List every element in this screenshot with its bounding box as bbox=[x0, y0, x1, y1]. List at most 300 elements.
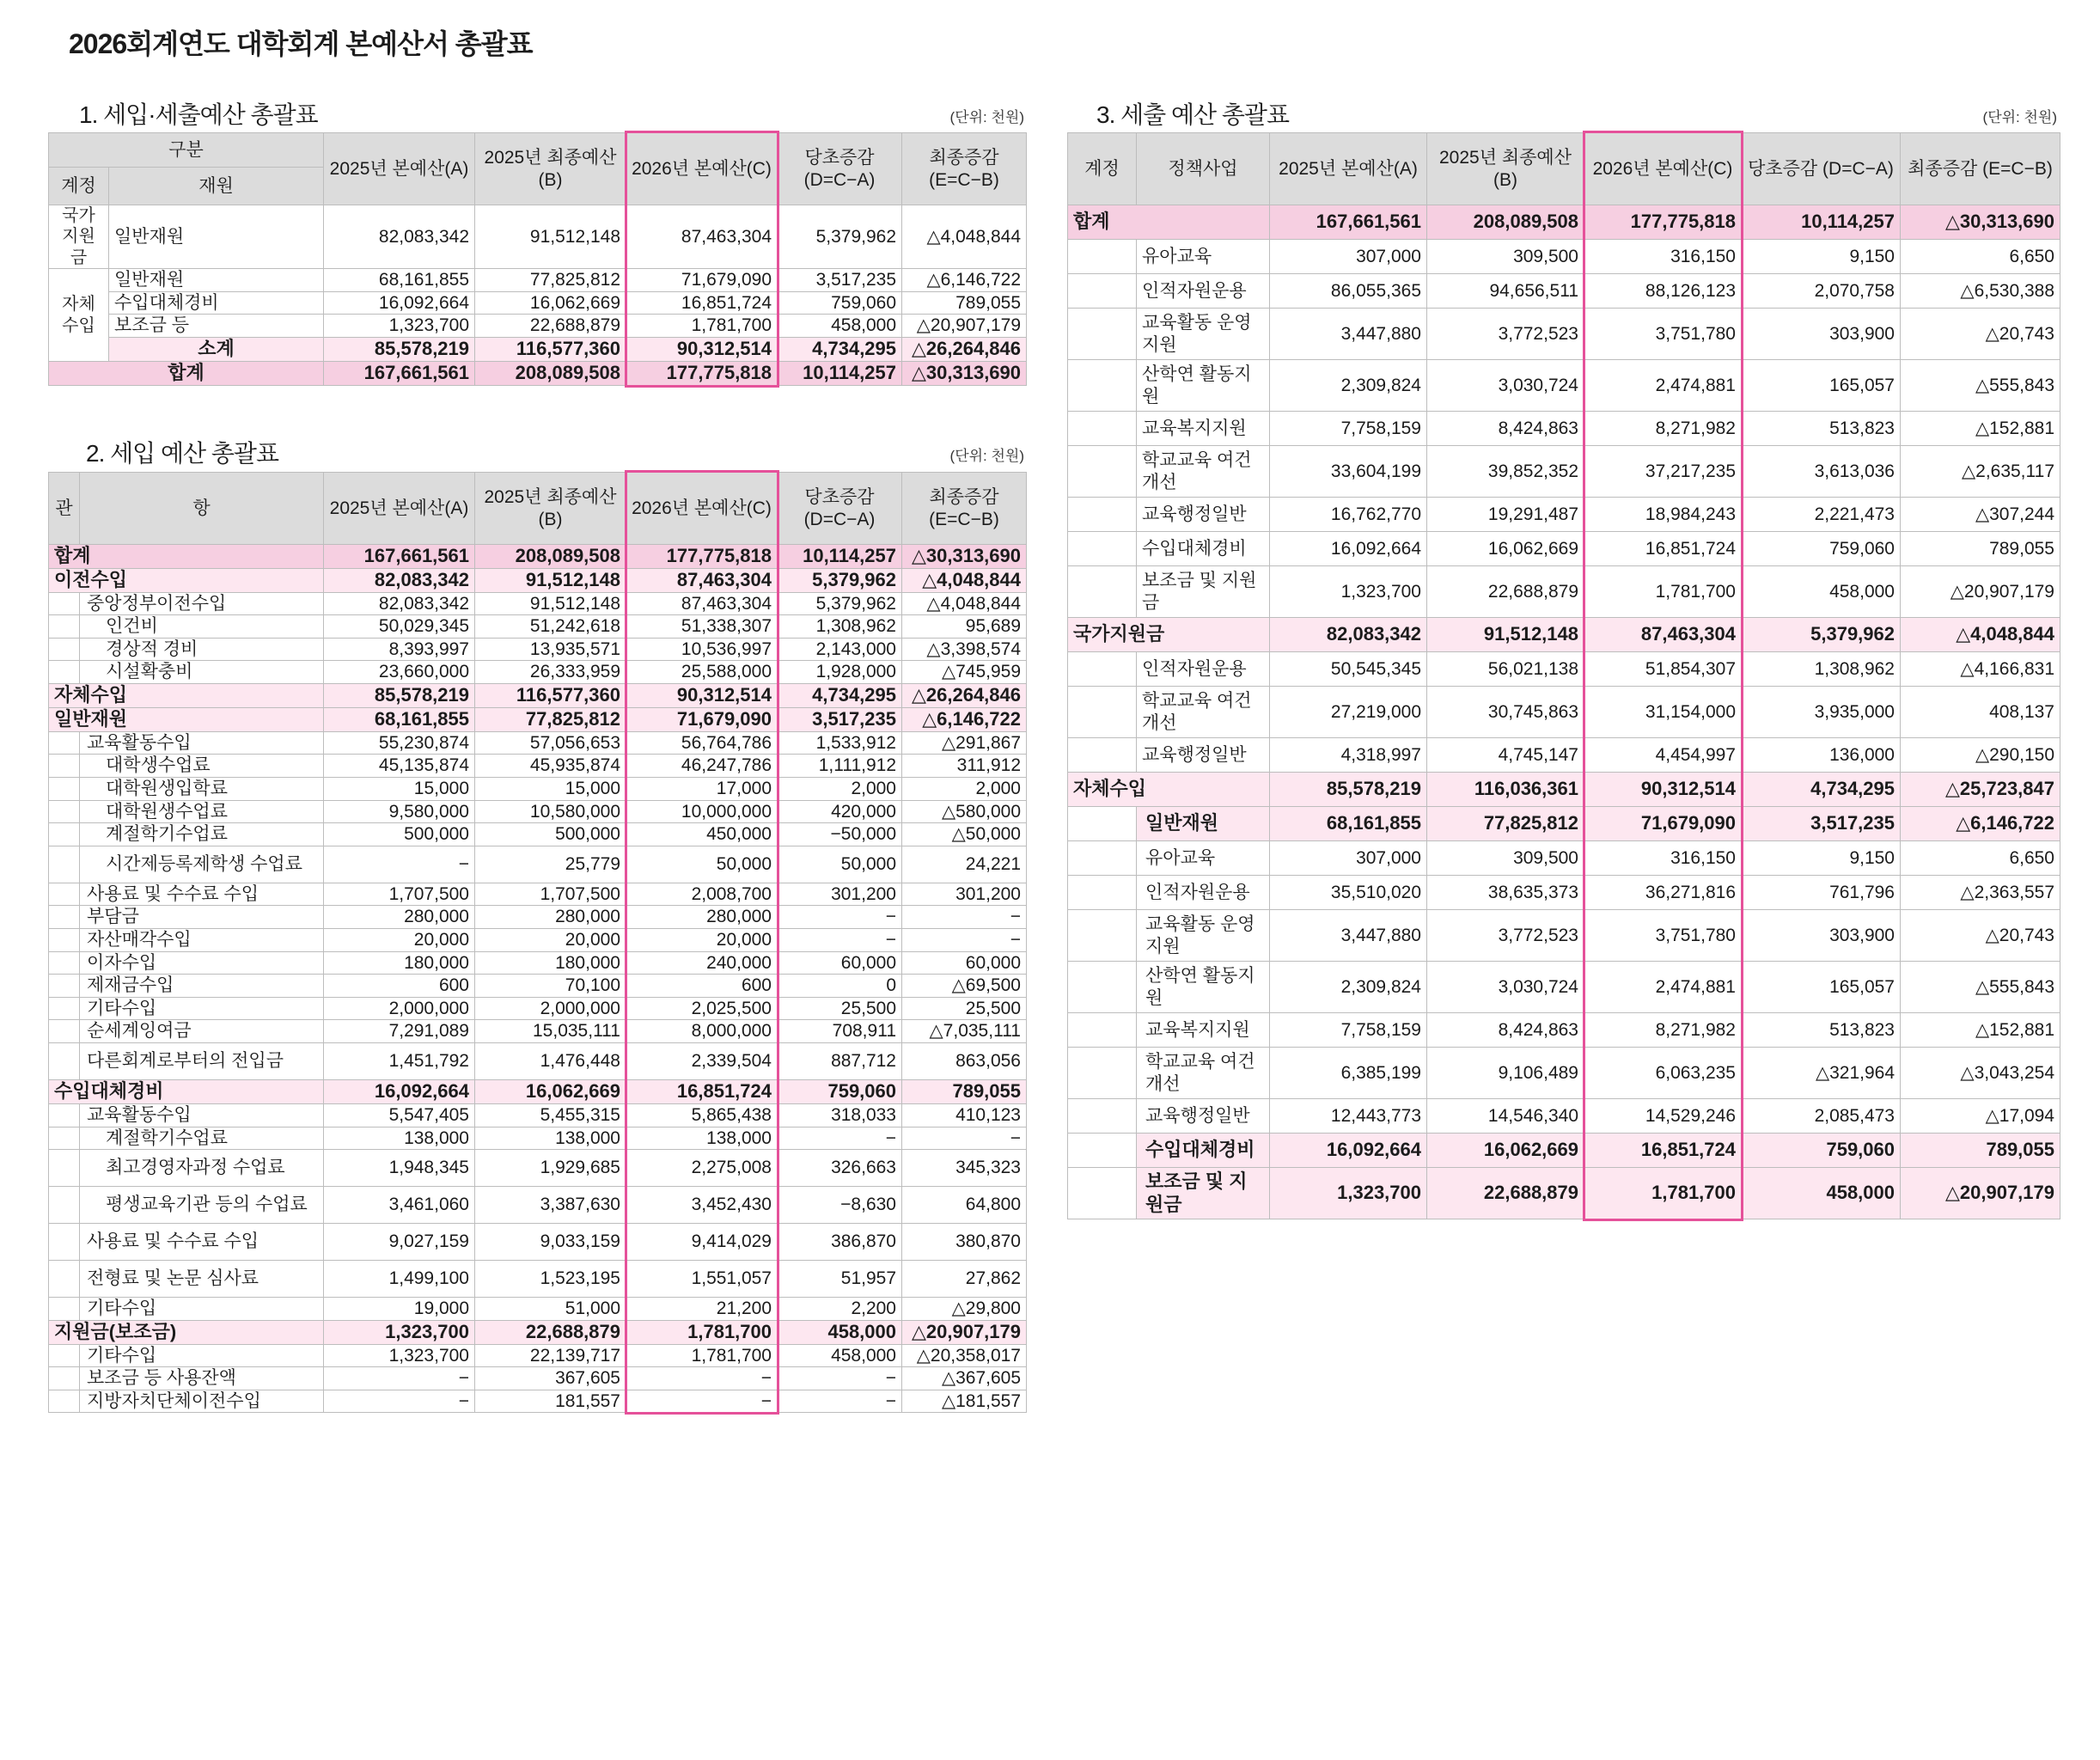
cell-b: 116,577,360 bbox=[475, 684, 626, 708]
cell-d: 165,057 bbox=[1742, 962, 1901, 1013]
indent-cell bbox=[1068, 687, 1137, 738]
group-label: 국가 지원금 bbox=[49, 205, 109, 269]
cell-b: 22,688,879 bbox=[1427, 566, 1584, 618]
header-row bbox=[1068, 133, 2060, 205]
cell-d: 51,957 bbox=[778, 1261, 902, 1298]
cell-b: 16,062,669 bbox=[1427, 1134, 1584, 1168]
cell-a: 82,083,342 bbox=[324, 592, 475, 615]
expenditure-budget-summary-table bbox=[1067, 132, 2060, 1219]
cell-e: 301,200 bbox=[902, 883, 1027, 906]
cell-d: 3,517,235 bbox=[778, 707, 902, 731]
row-label: 사용료 및 수수료 수입 bbox=[80, 1224, 324, 1261]
cell-b: 1,523,195 bbox=[475, 1261, 626, 1298]
cell-a: 16,092,664 bbox=[1270, 1134, 1427, 1168]
indent-cell bbox=[49, 883, 80, 906]
indent-cell bbox=[1068, 412, 1137, 446]
cell-c: 5,865,438 bbox=[626, 1103, 778, 1127]
cell-b: 16,062,669 bbox=[475, 291, 626, 315]
cell-e: △25,723,847 bbox=[1901, 773, 2060, 807]
cell-d: 708,911 bbox=[778, 1020, 902, 1043]
cell-c: 177,775,818 bbox=[626, 361, 778, 385]
cell-b: 9,033,159 bbox=[475, 1224, 626, 1261]
row-label: 자산매각수입 bbox=[80, 929, 324, 952]
cell-e: △6,146,722 bbox=[902, 707, 1027, 731]
cell-e: △2,363,557 bbox=[1901, 876, 2060, 910]
indent-cell bbox=[1068, 1168, 1137, 1219]
table-row bbox=[1068, 1099, 2060, 1134]
cell-c: 21,200 bbox=[626, 1298, 778, 1321]
cell-b: 181,557 bbox=[475, 1390, 626, 1413]
indent-cell bbox=[49, 1187, 80, 1224]
table-row bbox=[49, 269, 1027, 292]
cell-d: 2,070,758 bbox=[1742, 274, 1901, 309]
col-header-d: 당초증감 (D=C−A) bbox=[778, 473, 902, 545]
cell-a: 2,000,000 bbox=[324, 997, 475, 1020]
row-label: 합계 bbox=[1068, 205, 1270, 240]
cell-b: 22,139,717 bbox=[475, 1344, 626, 1367]
cell-e: 789,055 bbox=[902, 291, 1027, 315]
indent-cell bbox=[1068, 1013, 1137, 1048]
section3-title: 3. 세출 예산 총괄표 bbox=[1096, 101, 1290, 128]
cell-d: 10,114,257 bbox=[778, 361, 902, 385]
row-label: 대학생수업료 bbox=[80, 755, 324, 778]
indent-cell bbox=[49, 1367, 80, 1390]
cell-a: 55,230,874 bbox=[324, 731, 475, 755]
cell-d: △321,964 bbox=[1742, 1048, 1901, 1099]
cell-b: 180,000 bbox=[475, 951, 626, 975]
cell-b: 1,929,685 bbox=[475, 1150, 626, 1187]
cell-c: 8,271,982 bbox=[1584, 1013, 1742, 1048]
indent-cell bbox=[1068, 738, 1137, 773]
header-row bbox=[49, 133, 1027, 168]
table-row bbox=[1068, 1134, 2060, 1168]
table-row bbox=[49, 684, 1027, 708]
header-row bbox=[49, 473, 1027, 545]
cell-a: 19,000 bbox=[324, 1298, 475, 1321]
cell-a: 8,393,997 bbox=[324, 638, 475, 661]
row-label: 교육행정일반 bbox=[1137, 1099, 1270, 1134]
cell-a: 50,029,345 bbox=[324, 615, 475, 639]
cell-a: 9,580,000 bbox=[324, 800, 475, 823]
cell-b: 13,935,571 bbox=[475, 638, 626, 661]
table-row bbox=[49, 1344, 1027, 1367]
row-label: 이전수입 bbox=[49, 568, 324, 592]
table-row bbox=[49, 638, 1027, 661]
cell-c: 25,588,000 bbox=[626, 661, 778, 684]
cell-d: 60,000 bbox=[778, 951, 902, 975]
cell-c: 87,463,304 bbox=[626, 568, 778, 592]
header-group: 구분 bbox=[49, 133, 324, 168]
cell-b: 16,062,669 bbox=[475, 1080, 626, 1104]
cell-b: 3,387,630 bbox=[475, 1187, 626, 1224]
table-row bbox=[1068, 309, 2060, 360]
cell-b: 1,707,500 bbox=[475, 883, 626, 906]
cell-a: 2,309,824 bbox=[1270, 360, 1427, 412]
cell-a: 167,661,561 bbox=[324, 545, 475, 569]
cell-a: 1,323,700 bbox=[1270, 1168, 1427, 1219]
cell-e: △26,264,846 bbox=[902, 684, 1027, 708]
indent-cell bbox=[49, 755, 80, 778]
indent-cell bbox=[49, 638, 80, 661]
table-row bbox=[1068, 498, 2060, 532]
cell-c: 51,338,307 bbox=[626, 615, 778, 639]
cell-d: 2,000 bbox=[778, 777, 902, 800]
row-label: 부담금 bbox=[80, 906, 324, 929]
col-header-b: 2025년 최종예산(B) bbox=[475, 473, 626, 545]
row-label: 대학원생입학료 bbox=[80, 777, 324, 800]
cell-c: 16,851,724 bbox=[1584, 532, 1742, 566]
indent-cell bbox=[49, 1390, 80, 1413]
indent-cell bbox=[1068, 446, 1137, 498]
cell-e: − bbox=[902, 906, 1027, 929]
table-row bbox=[1068, 652, 2060, 687]
cell-b: 91,512,148 bbox=[475, 568, 626, 592]
cell-c: 1,781,700 bbox=[1584, 1168, 1742, 1219]
cell-a: 82,083,342 bbox=[1270, 618, 1427, 652]
table-row bbox=[1068, 738, 2060, 773]
cell-c: 1,781,700 bbox=[626, 1320, 778, 1344]
cell-b: 26,333,959 bbox=[475, 661, 626, 684]
row-label: 인적자원운용 bbox=[1137, 652, 1270, 687]
revenue-budget-summary-table bbox=[48, 472, 1027, 1413]
cell-c: 2,339,504 bbox=[626, 1043, 778, 1080]
cell-a: 307,000 bbox=[1270, 841, 1427, 876]
cell-e: − bbox=[902, 1127, 1027, 1150]
cell-d: 513,823 bbox=[1742, 1013, 1901, 1048]
indent-cell bbox=[49, 929, 80, 952]
row-label: 교육복지지원 bbox=[1137, 412, 1270, 446]
row-label: 제재금수입 bbox=[80, 975, 324, 998]
indent-cell bbox=[49, 1344, 80, 1367]
cell-a: 1,707,500 bbox=[324, 883, 475, 906]
cell-e: 410,123 bbox=[902, 1103, 1027, 1127]
table-row bbox=[49, 615, 1027, 639]
row-label: 수입대체경비 bbox=[1137, 1134, 1270, 1168]
row-label: 유아교육 bbox=[1137, 841, 1270, 876]
cell-a: 16,762,770 bbox=[1270, 498, 1427, 532]
cell-e: △307,244 bbox=[1901, 498, 2060, 532]
cell-c: 1,781,700 bbox=[626, 315, 778, 338]
cell-c: 8,000,000 bbox=[626, 1020, 778, 1043]
row-label: 합계 bbox=[49, 545, 324, 569]
row-label: 인적자원운용 bbox=[1137, 876, 1270, 910]
cell-e: 789,055 bbox=[1901, 532, 2060, 566]
cell-c: 56,764,786 bbox=[626, 731, 778, 755]
cell-c: 2,275,008 bbox=[626, 1150, 778, 1187]
cell-d: − bbox=[778, 1367, 902, 1390]
cell-d: −8,630 bbox=[778, 1187, 902, 1224]
table-row bbox=[1068, 807, 2060, 841]
cell-a: 3,447,880 bbox=[1270, 910, 1427, 962]
cell-d: 761,796 bbox=[1742, 876, 1901, 910]
cell-a: 167,661,561 bbox=[1270, 205, 1427, 240]
cell-e: 25,500 bbox=[902, 997, 1027, 1020]
cell-b: 8,424,863 bbox=[1427, 412, 1584, 446]
cell-c: 10,000,000 bbox=[626, 800, 778, 823]
table-row bbox=[1068, 446, 2060, 498]
cell-c: 71,679,090 bbox=[626, 269, 778, 292]
cell-b: 3,030,724 bbox=[1427, 962, 1584, 1013]
cell-a: 4,318,997 bbox=[1270, 738, 1427, 773]
cell-a: 180,000 bbox=[324, 951, 475, 975]
indent-cell bbox=[1068, 274, 1137, 309]
cell-b: 15,035,111 bbox=[475, 1020, 626, 1043]
cell-c: 177,775,818 bbox=[1584, 205, 1742, 240]
cell-e: △29,800 bbox=[902, 1298, 1027, 1321]
cell-a: 82,083,342 bbox=[324, 205, 475, 269]
cell-e: 2,000 bbox=[902, 777, 1027, 800]
row-label: 수입대체경비 bbox=[49, 1080, 324, 1104]
table-row bbox=[49, 338, 1027, 362]
col-header-e: 최종증감 (E=C−B) bbox=[902, 133, 1027, 205]
cell-e: △20,743 bbox=[1901, 910, 2060, 962]
cell-e: △6,146,722 bbox=[902, 269, 1027, 292]
cell-c: 18,984,243 bbox=[1584, 498, 1742, 532]
table-row bbox=[1068, 1013, 2060, 1048]
indent-cell bbox=[1068, 240, 1137, 274]
cell-b: 8,424,863 bbox=[1427, 1013, 1584, 1048]
cell-c: 88,126,123 bbox=[1584, 274, 1742, 309]
cell-b: 309,500 bbox=[1427, 841, 1584, 876]
cell-b: 116,577,360 bbox=[475, 338, 626, 362]
cell-b: 10,580,000 bbox=[475, 800, 626, 823]
cell-a: 600 bbox=[324, 975, 475, 998]
cell-e: △20,907,179 bbox=[1901, 566, 2060, 618]
cell-b: 22,688,879 bbox=[475, 315, 626, 338]
cell-b: 77,825,812 bbox=[475, 269, 626, 292]
header-source: 재원 bbox=[109, 168, 324, 205]
table-row bbox=[1068, 532, 2060, 566]
table-row bbox=[49, 755, 1027, 778]
col-header-e: 최종증감 (E=C−B) bbox=[902, 473, 1027, 545]
section1-unit: (단위: 천원) bbox=[949, 109, 1024, 125]
cell-d: 165,057 bbox=[1742, 360, 1901, 412]
cell-c: 31,154,000 bbox=[1584, 687, 1742, 738]
cell-c: 51,854,307 bbox=[1584, 652, 1742, 687]
cell-c: 3,751,780 bbox=[1584, 309, 1742, 360]
header-kwan: 관 bbox=[49, 473, 80, 545]
indent-cell bbox=[1068, 532, 1137, 566]
cell-d: 3,613,036 bbox=[1742, 446, 1901, 498]
cell-a: 68,161,855 bbox=[1270, 807, 1427, 841]
cell-b: 19,291,487 bbox=[1427, 498, 1584, 532]
cell-a: 7,291,089 bbox=[324, 1020, 475, 1043]
cell-a: 9,027,159 bbox=[324, 1224, 475, 1261]
cell-a: 33,604,199 bbox=[1270, 446, 1427, 498]
cell-b: 30,745,863 bbox=[1427, 687, 1584, 738]
table-row bbox=[49, 883, 1027, 906]
cell-e: 345,323 bbox=[902, 1150, 1027, 1187]
cell-b: 309,500 bbox=[1427, 240, 1584, 274]
cell-c: 2,025,500 bbox=[626, 997, 778, 1020]
cell-d: 2,085,473 bbox=[1742, 1099, 1901, 1134]
cell-c: 450,000 bbox=[626, 823, 778, 846]
cell-a: 50,545,345 bbox=[1270, 652, 1427, 687]
table-row bbox=[1068, 205, 2060, 240]
cell-c: 90,312,514 bbox=[1584, 773, 1742, 807]
cell-e: △291,867 bbox=[902, 731, 1027, 755]
cell-a: 138,000 bbox=[324, 1127, 475, 1150]
cell-e: △2,635,117 bbox=[1901, 446, 2060, 498]
row-label: 인적자원운용 bbox=[1137, 274, 1270, 309]
cell-e: △20,743 bbox=[1901, 309, 2060, 360]
row-label: 산학연 활동지원 bbox=[1137, 962, 1270, 1013]
cell-d: 759,060 bbox=[778, 1080, 902, 1104]
cell-e: △555,843 bbox=[1901, 360, 2060, 412]
row-label: 지방자치단체이전수입 bbox=[80, 1390, 324, 1413]
cell-a: 5,547,405 bbox=[324, 1103, 475, 1127]
cell-e: − bbox=[902, 929, 1027, 952]
cell-d: 1,111,912 bbox=[778, 755, 902, 778]
indent-cell bbox=[1068, 910, 1137, 962]
cell-e: 6,650 bbox=[1901, 240, 2060, 274]
table-row bbox=[49, 1390, 1027, 1413]
cell-b: 367,605 bbox=[475, 1367, 626, 1390]
cell-d: 3,517,235 bbox=[778, 269, 902, 292]
row-label: 보조금 등 bbox=[109, 315, 324, 338]
indent-cell bbox=[1068, 498, 1137, 532]
table-row bbox=[49, 1367, 1027, 1390]
indent-cell bbox=[49, 1298, 80, 1321]
cell-a: 68,161,855 bbox=[324, 269, 475, 292]
cell-e: △290,150 bbox=[1901, 738, 2060, 773]
cell-b: 25,779 bbox=[475, 846, 626, 883]
indent-cell bbox=[49, 1261, 80, 1298]
table-row bbox=[49, 1043, 1027, 1080]
cell-a: 1,948,345 bbox=[324, 1150, 475, 1187]
cell-e: △6,146,722 bbox=[1901, 807, 2060, 841]
table-row bbox=[1068, 240, 2060, 274]
cell-c: 600 bbox=[626, 975, 778, 998]
cell-e: △3,398,574 bbox=[902, 638, 1027, 661]
cell-c: 280,000 bbox=[626, 906, 778, 929]
row-label: 학교교육 여건개선 bbox=[1137, 446, 1270, 498]
cell-e: △26,264,846 bbox=[902, 338, 1027, 362]
cell-c: 2,474,881 bbox=[1584, 360, 1742, 412]
table-row bbox=[49, 1298, 1027, 1321]
table-row bbox=[49, 731, 1027, 755]
col-header-c: 2026년 본예산(C) bbox=[626, 473, 778, 545]
cell-e: 380,870 bbox=[902, 1224, 1027, 1261]
cell-c: 3,452,430 bbox=[626, 1187, 778, 1224]
table-row bbox=[1068, 962, 2060, 1013]
row-label: 산학연 활동지원 bbox=[1137, 360, 1270, 412]
table-row bbox=[49, 205, 1027, 269]
indent-cell bbox=[49, 1043, 80, 1080]
table-row bbox=[49, 951, 1027, 975]
table-row bbox=[49, 545, 1027, 569]
indent-cell bbox=[1068, 1048, 1137, 1099]
row-label: 일반재원 bbox=[109, 205, 324, 269]
cell-e: △30,313,690 bbox=[902, 545, 1027, 569]
indent-cell bbox=[49, 1224, 80, 1261]
table-row bbox=[1068, 274, 2060, 309]
cell-e: 24,221 bbox=[902, 846, 1027, 883]
cell-d: 5,379,962 bbox=[778, 568, 902, 592]
cell-c: 3,751,780 bbox=[1584, 910, 1742, 962]
cell-d: 301,200 bbox=[778, 883, 902, 906]
cell-c: 240,000 bbox=[626, 951, 778, 975]
table-row bbox=[49, 777, 1027, 800]
section2-unit: (단위: 천원) bbox=[949, 448, 1024, 464]
cell-a: 20,000 bbox=[324, 929, 475, 952]
cell-a: 45,135,874 bbox=[324, 755, 475, 778]
cell-a: 1,323,700 bbox=[1270, 566, 1427, 618]
indent-cell bbox=[49, 1103, 80, 1127]
cell-c: 2,008,700 bbox=[626, 883, 778, 906]
table-row bbox=[49, 1020, 1027, 1043]
cell-d: − bbox=[778, 906, 902, 929]
indent-cell bbox=[1068, 962, 1137, 1013]
cell-a: 3,461,060 bbox=[324, 1187, 475, 1224]
cell-e: △4,048,844 bbox=[902, 592, 1027, 615]
header-hang: 항 bbox=[80, 473, 324, 545]
cell-c: 71,679,090 bbox=[1584, 807, 1742, 841]
cell-e: △17,094 bbox=[1901, 1099, 2060, 1134]
table-row bbox=[1068, 773, 2060, 807]
row-label: 국가지원금 bbox=[1068, 618, 1270, 652]
cell-e: △4,166,831 bbox=[1901, 652, 2060, 687]
cell-d: 759,060 bbox=[1742, 532, 1901, 566]
cell-b: 57,056,653 bbox=[475, 731, 626, 755]
cell-e: △20,907,179 bbox=[1901, 1168, 2060, 1219]
cell-d: − bbox=[778, 1390, 902, 1413]
table-row bbox=[1068, 1048, 2060, 1099]
cell-a: 7,758,159 bbox=[1270, 1013, 1427, 1048]
cell-c: 16,851,724 bbox=[1584, 1134, 1742, 1168]
indent-cell bbox=[49, 615, 80, 639]
cell-c: 71,679,090 bbox=[626, 707, 778, 731]
cell-d: 10,114,257 bbox=[1742, 205, 1901, 240]
cell-e: △152,881 bbox=[1901, 412, 2060, 446]
cell-e: △6,530,388 bbox=[1901, 274, 2060, 309]
cell-e: 95,689 bbox=[902, 615, 1027, 639]
cell-e: △20,907,179 bbox=[902, 315, 1027, 338]
cell-d: 458,000 bbox=[778, 1320, 902, 1344]
table-row bbox=[49, 906, 1027, 929]
cell-e: 863,056 bbox=[902, 1043, 1027, 1080]
row-label: 교육활동 운영지원 bbox=[1137, 910, 1270, 962]
cell-a: 82,083,342 bbox=[324, 568, 475, 592]
cell-a: − bbox=[324, 1390, 475, 1413]
cell-b: 38,635,373 bbox=[1427, 876, 1584, 910]
cell-d: 303,900 bbox=[1742, 910, 1901, 962]
table-row bbox=[49, 707, 1027, 731]
cell-c: 46,247,786 bbox=[626, 755, 778, 778]
section1-title: 1. 세입·세출예산 총괄표 bbox=[79, 101, 318, 128]
col-header-d: 당초증감 (D=C−A) bbox=[778, 133, 902, 205]
cell-b: 20,000 bbox=[475, 929, 626, 952]
cell-b: 91,512,148 bbox=[475, 205, 626, 269]
cell-b: 3,772,523 bbox=[1427, 309, 1584, 360]
cell-e: △50,000 bbox=[902, 823, 1027, 846]
cell-a: 3,447,880 bbox=[1270, 309, 1427, 360]
col-header-a: 2025년 본예산(A) bbox=[324, 473, 475, 545]
cell-d: 1,308,962 bbox=[778, 615, 902, 639]
cell-c: 16,851,724 bbox=[626, 291, 778, 315]
cell-d: 0 bbox=[778, 975, 902, 998]
section2-title: 2. 세입 예산 총괄표 bbox=[86, 440, 279, 467]
cell-b: 91,512,148 bbox=[475, 592, 626, 615]
cell-d: 5,379,962 bbox=[778, 205, 902, 269]
cell-c: 2,474,881 bbox=[1584, 962, 1742, 1013]
cell-e: 408,137 bbox=[1901, 687, 2060, 738]
col-header-c: 2026년 본예산(C) bbox=[626, 133, 778, 205]
cell-d: 4,734,295 bbox=[1742, 773, 1901, 807]
row-label: 교육활동수입 bbox=[80, 731, 324, 755]
indent-cell bbox=[1068, 360, 1137, 412]
row-label: 합계 bbox=[49, 361, 324, 385]
